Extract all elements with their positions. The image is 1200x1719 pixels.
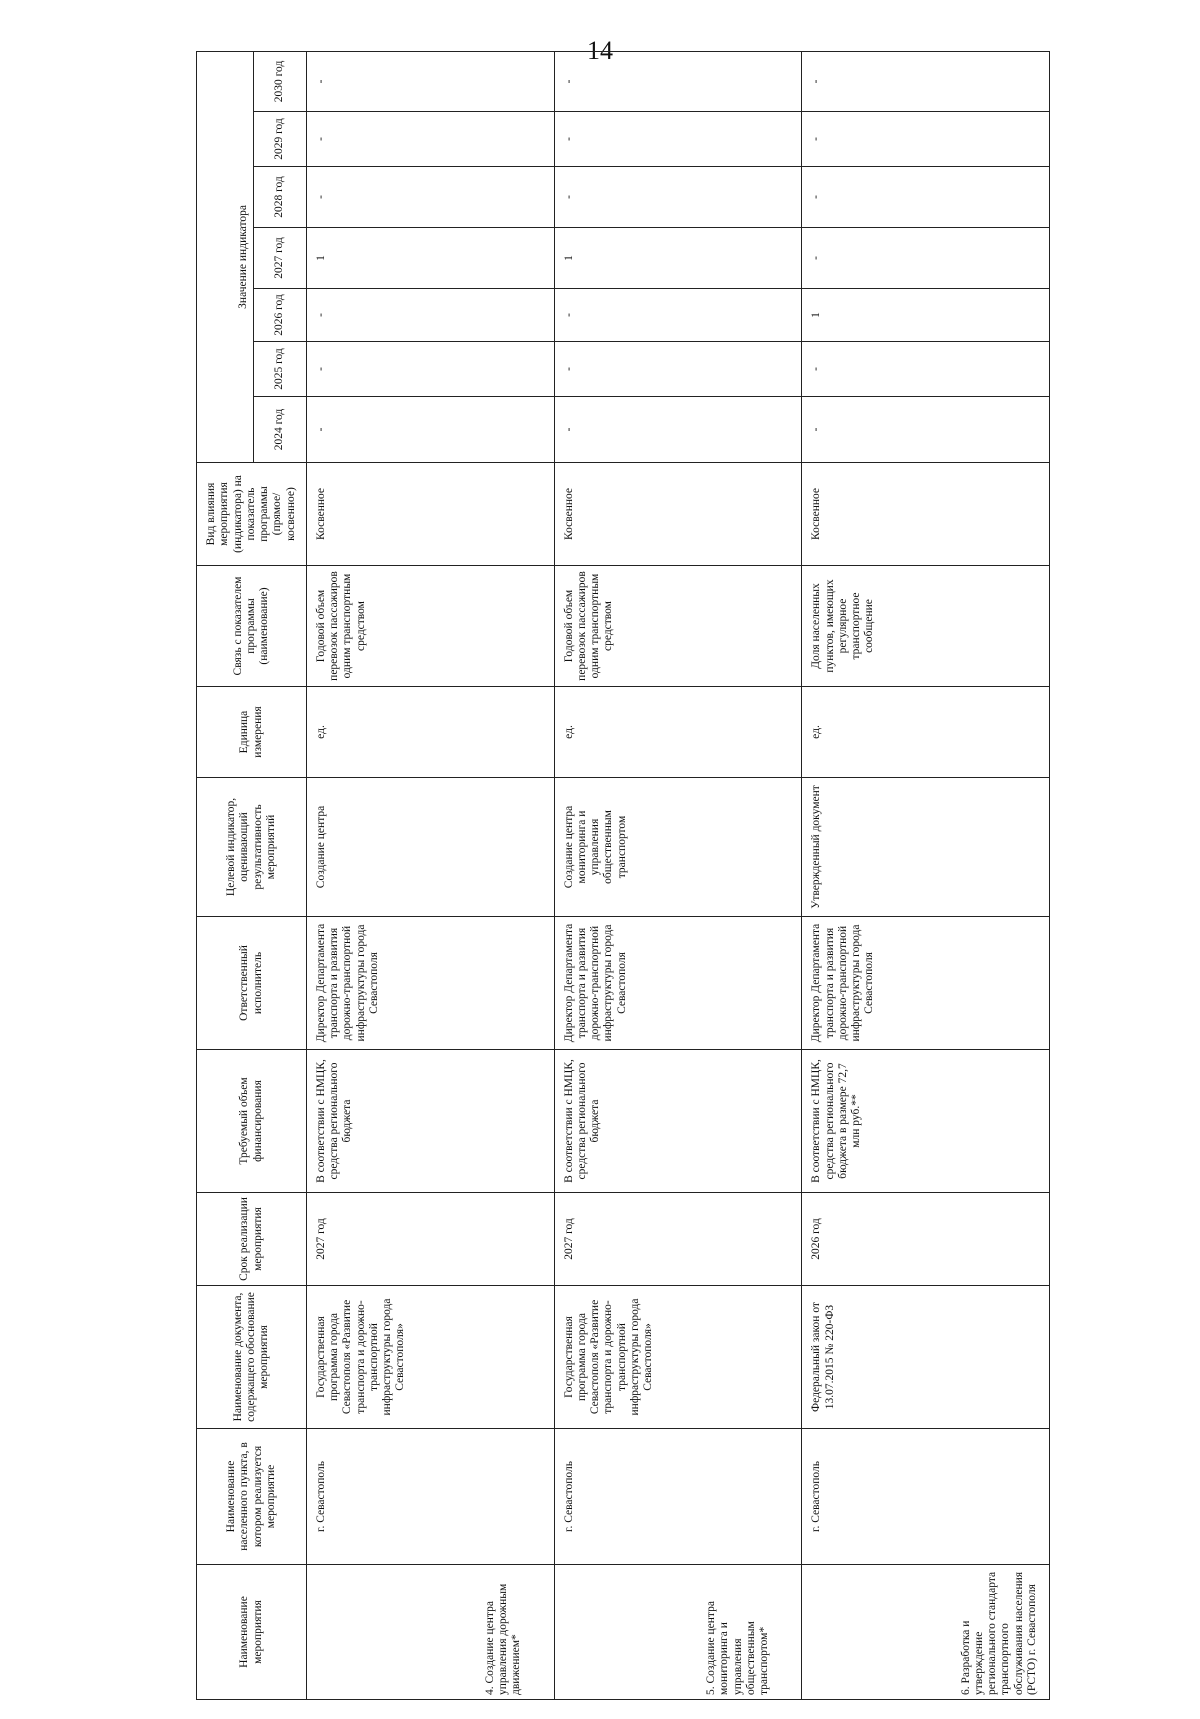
cell-link: Доля населенных пунктов, имеющих регулярное транспортное сообщение xyxy=(802,566,1050,687)
header-name: Наименование мероприятия xyxy=(197,1565,307,1700)
cell-name: 5. Создание центра мониторинга и управления общественным транспортом* xyxy=(554,1565,802,1700)
cell-unit: ед. xyxy=(802,687,1050,778)
cell-financing: В соответствии с НМЦК, средства регионального бюджета xyxy=(307,1050,555,1193)
cell-link: Годовой объем перевозок пассажиров одним транспортным средством xyxy=(554,566,802,687)
header-settlement: Наименование населенного пункта, в котором реализуется мероприятие xyxy=(197,1429,307,1565)
cell-financing: В соответствии с НМЦК, средства регионального бюджета в размере 72,7 млн руб.** xyxy=(802,1050,1050,1193)
header-influence: Вид влияния мероприятия (индикатора) на показатель программы (прямое/ косвенное) xyxy=(197,463,307,566)
header-year: 2026 год xyxy=(254,289,307,342)
cell-influence: Косвенное xyxy=(554,463,802,566)
table-row xyxy=(307,51,555,1699)
header-indicator: Целевой индикатор, оценивающий результативность мероприятий xyxy=(197,778,307,917)
cell-document: Государственная программа города Севастополя «Развитие транспорта и дорожно-транспортной инфраструктуры города Севастополя» xyxy=(554,1286,802,1429)
cell-value: - xyxy=(802,397,1050,463)
cell-indicator: Утвержденный документ xyxy=(802,778,1050,917)
cell-term: 2026 год xyxy=(802,1193,1050,1286)
header-year: 2027 год xyxy=(254,228,307,289)
cell-responsible: Директор Департамента транспорта и развития дорожно-транспортной инфраструктуры города Севастополя xyxy=(307,917,555,1050)
rotated-table-wrapper xyxy=(196,60,1050,1700)
cell-value: - xyxy=(307,167,555,228)
cell-indicator: Создание центра xyxy=(307,778,555,917)
cell-value: - xyxy=(307,112,555,167)
cell-settlement: г. Севастополь xyxy=(554,1429,802,1565)
header-link: Связь с показателем программы (наименование) xyxy=(197,566,307,687)
cell-value: - xyxy=(802,112,1050,167)
header-financing: Требуемый объем финансирования xyxy=(197,1050,307,1193)
cell-value: - xyxy=(802,51,1050,111)
cell-value: 1 xyxy=(802,289,1050,342)
cell-responsible: Директор Департамента транспорта и развития дорожно-транспортной инфраструктуры города Севастополя xyxy=(802,917,1050,1050)
table-container xyxy=(196,60,1050,1700)
header-year: 2025 год xyxy=(254,342,307,397)
cell-value: - xyxy=(802,342,1050,397)
cell-value: - xyxy=(802,167,1050,228)
cell-value: - xyxy=(554,112,802,167)
cell-value: 1 xyxy=(554,228,802,289)
cell-indicator: Создание центра мониторинга и управления общественным транспортом xyxy=(554,778,802,917)
cell-value: - xyxy=(307,397,555,463)
cell-link: Годовой объем перевозок пассажиров одним транспортным средством xyxy=(307,566,555,687)
cell-value: - xyxy=(307,289,555,342)
cell-unit: ед. xyxy=(307,687,555,778)
cell-settlement: г. Севастополь xyxy=(307,1429,555,1565)
measures-table xyxy=(196,51,1050,1700)
cell-value: - xyxy=(802,228,1050,289)
cell-term: 2027 год xyxy=(307,1193,555,1286)
cell-document: Государственная программа города Севастополя «Развитие транспорта и дорожно-транспортной инфраструктуры города Севастополя» xyxy=(307,1286,555,1429)
header-year: 2029 год xyxy=(254,112,307,167)
cell-value: - xyxy=(554,289,802,342)
cell-value: - xyxy=(554,167,802,228)
cell-value: - xyxy=(307,51,555,111)
table-row xyxy=(554,51,802,1699)
header-year: 2030 год xyxy=(254,51,307,111)
cell-value: - xyxy=(307,342,555,397)
header-row-1 xyxy=(197,51,254,1699)
header-responsible: Ответственный исполнитель xyxy=(197,917,307,1050)
cell-financing: В соответствии с НМЦК, средства регионального бюджета xyxy=(554,1050,802,1193)
header-year: 2024 год xyxy=(254,397,307,463)
cell-settlement: г. Севастополь xyxy=(802,1429,1050,1565)
cell-value: - xyxy=(554,397,802,463)
header-term: Срок реализации мероприятия xyxy=(197,1193,307,1286)
page-number: 14 xyxy=(587,36,613,65)
cell-responsible: Директор Департамента транспорта и развития дорожно-транспортной инфраструктуры города Севастополя xyxy=(554,917,802,1050)
header-document: Наименование документа, содержащего обоснование мероприятия xyxy=(197,1286,307,1429)
cell-name: 6. Разработка и утверждение регионального стандарта транспортного обслуживания населения (РСТО) г. Севастополя xyxy=(802,1565,1050,1700)
header-unit: Единица измерения xyxy=(197,687,307,778)
cell-name: 4. Создание центра управления дорожным движением* xyxy=(307,1565,555,1700)
cell-unit: ед. xyxy=(554,687,802,778)
cell-document: Федеральный закон от 13.07.2015 № 220-ФЗ xyxy=(802,1286,1050,1429)
header-values-group: Значение индикатора xyxy=(197,51,254,462)
cell-influence: Косвенное xyxy=(802,463,1050,566)
cell-influence: Косвенное xyxy=(307,463,555,566)
table-row xyxy=(802,51,1050,1699)
cell-value: - xyxy=(554,51,802,111)
cell-value: 1 xyxy=(307,228,555,289)
cell-term: 2027 год xyxy=(554,1193,802,1286)
header-year: 2028 год xyxy=(254,167,307,228)
cell-value: - xyxy=(554,342,802,397)
